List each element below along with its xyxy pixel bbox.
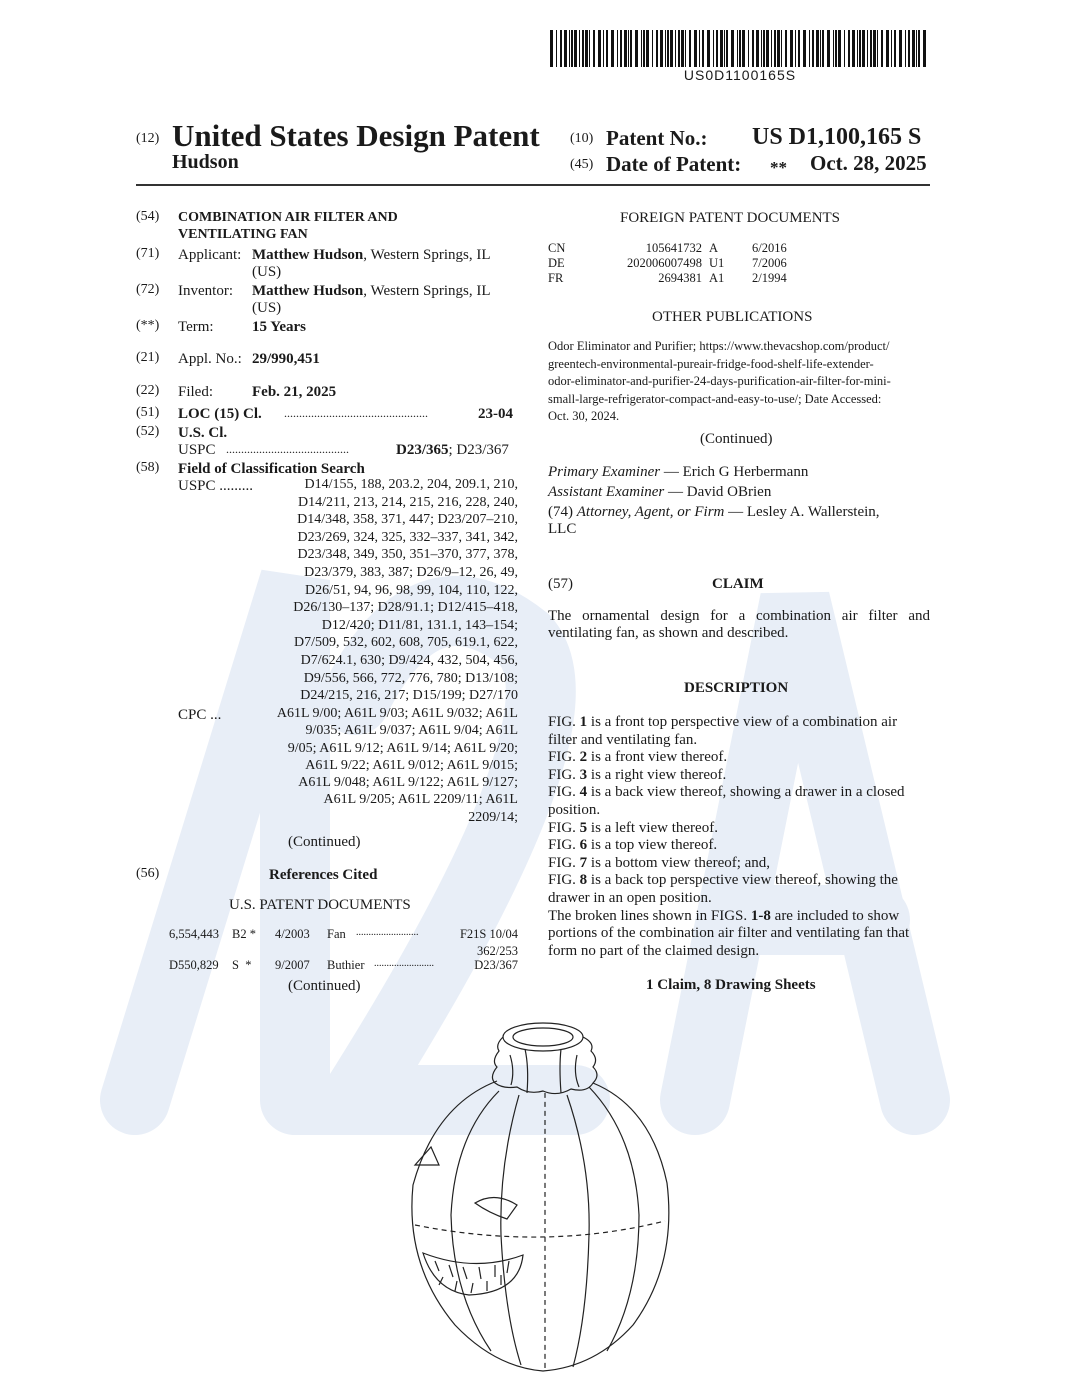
description-text: FIG. xyxy=(548,819,580,836)
claim-text-line-1: The ornamental design for a combination air filter and xyxy=(548,608,930,624)
inventor-country: (US) xyxy=(252,300,282,316)
barcode-bar xyxy=(620,30,622,67)
other-pubs-text xyxy=(548,338,930,426)
applicant-value xyxy=(252,246,491,264)
ref-class-secondary: 362/253 xyxy=(477,944,518,958)
foreign-country: FR xyxy=(548,271,564,285)
foreign-date: 6/2016 xyxy=(752,241,787,255)
figure-number: 3 xyxy=(579,766,588,783)
description-text: position. xyxy=(548,801,601,818)
description-text: FIG. xyxy=(548,872,580,889)
barcode-bar xyxy=(713,30,714,67)
barcode-bar xyxy=(886,30,889,67)
uspc-class-line: D14/155, 188, 203.2, 204, 209.1, 210, xyxy=(304,477,518,492)
description-heading: DESCRIPTION xyxy=(684,680,789,696)
attorney xyxy=(548,503,880,521)
title-line-1: COMBINATION AIR FILTER AND xyxy=(178,210,398,225)
description-text: is a back view thereof, showing a drawer in a closed xyxy=(587,784,905,801)
foreign-kind: A1 xyxy=(709,271,725,285)
barcode-bar xyxy=(589,30,590,67)
barcode-bar xyxy=(894,30,896,67)
other-pub-line: Odor Eliminator and Purifier; https://www.thevacshop.com/product/ xyxy=(548,339,890,353)
description-line xyxy=(548,855,930,873)
barcode-bar xyxy=(798,30,800,67)
barcode-bar xyxy=(820,30,821,67)
figure-number: 4 xyxy=(579,784,588,801)
code-54: (54) xyxy=(136,209,160,224)
barcode-bar xyxy=(731,30,734,67)
assistant-examiner-label: Assistant Examiner xyxy=(548,484,665,500)
barcode-bar xyxy=(777,30,780,67)
uspc-value-secondary: ; D23/367 xyxy=(448,442,509,458)
barcode-bar xyxy=(785,30,787,67)
date-of-patent-label: Date of Patent: xyxy=(606,152,742,176)
ref-dots: ......................... xyxy=(356,927,419,938)
figure-number: 2 xyxy=(579,749,588,766)
applicant-country: (US) xyxy=(252,264,282,280)
cpc-class-line: A61L 9/048; A61L 9/122; A61L 9/127; xyxy=(298,775,518,791)
description-line xyxy=(548,837,930,855)
barcode-bar xyxy=(670,30,673,67)
barcode-bar xyxy=(598,30,601,67)
uspc-class-line: D23/269, 324, 325, 332–337, 341, 342, xyxy=(297,529,518,545)
barcode-bar xyxy=(916,30,917,67)
barcode-bar xyxy=(652,30,653,67)
description-text: FIG. xyxy=(548,837,580,854)
description-text: The broken lines shown in FIGS. xyxy=(548,907,751,924)
barcode-bar xyxy=(685,30,686,67)
barcode-bar xyxy=(611,30,614,67)
barcode-bar xyxy=(771,30,772,67)
other-pub-line: small-large-refrigerator-compact-and-easy-to-use/; Date Accessed: xyxy=(548,391,882,406)
figure-number: 7 xyxy=(579,854,588,871)
barcode-bar xyxy=(556,30,557,67)
code-10: (10) xyxy=(570,131,594,146)
foreign-number: 105641732 xyxy=(645,241,702,255)
barcode-bar xyxy=(667,30,669,67)
figure-number: 5 xyxy=(579,819,588,836)
continued-references: (Continued) xyxy=(288,978,361,994)
field-uspc-lead: USPC ......... xyxy=(178,478,254,494)
claim-heading: CLAIM xyxy=(712,576,764,592)
inventor-value xyxy=(252,282,491,300)
loc-dots: ................................................ xyxy=(284,406,428,420)
header-rule xyxy=(136,184,930,186)
foreign-country: CN xyxy=(548,241,566,255)
description-line xyxy=(548,784,930,802)
ref-kind: B2 * xyxy=(232,927,256,941)
title-line-2: VENTILATING FAN xyxy=(178,227,308,242)
uspc-dots: ......................................... xyxy=(226,442,349,456)
cpc-class-line: 9/035; A61L 9/037; A61L 9/04; A61L xyxy=(305,723,518,739)
description-text: FIG. xyxy=(548,766,580,783)
barcode-bar xyxy=(905,30,906,67)
barcode-bar xyxy=(761,30,762,67)
term-value: 15 Years xyxy=(252,319,307,335)
attorney-label: Attorney, Agent, or Firm xyxy=(576,504,725,520)
barcode-bar xyxy=(908,30,910,67)
barcode-bar xyxy=(803,30,806,67)
ref-name: Fan xyxy=(327,927,346,941)
barcode-bar xyxy=(827,30,830,67)
figure-number: 1-8 xyxy=(750,907,771,924)
uspc-class-line: D7/624.1, 630; D9/424, 432, 504, 456, xyxy=(300,652,518,668)
claim-text-line-2: ventilating fan, as shown and described. xyxy=(548,625,789,641)
term-label: Term: xyxy=(178,319,214,335)
barcode-bar xyxy=(812,30,814,67)
us-patent-docs-heading: U.S. PATENT DOCUMENTS xyxy=(229,897,411,913)
code-51: (51) xyxy=(136,405,160,420)
uspc-class-line: D26/51, 94, 96, 98, 99, 104, 110, 122, xyxy=(305,582,518,598)
description-text: is a top view thereof. xyxy=(587,837,718,854)
barcode-bar xyxy=(582,30,584,67)
barcode-number: US0D1100165S xyxy=(683,67,797,83)
barcode-bar xyxy=(606,30,608,67)
description-text: FIG. xyxy=(548,854,580,871)
description-line xyxy=(548,802,930,820)
barcode-bar xyxy=(646,30,649,67)
barcode-bar xyxy=(899,30,902,67)
description-line xyxy=(548,872,930,890)
barcode-bar xyxy=(656,30,658,67)
description-text: filter and ventilating fan. xyxy=(548,731,698,748)
other-pub-line: greentech-environmental-pureair-fridge-food-shelf-life-extender- xyxy=(548,356,874,371)
barcode-bar xyxy=(737,30,738,67)
foreign-date: 2/1994 xyxy=(752,271,787,285)
barcode-bar xyxy=(774,30,776,67)
patent-number-label: Patent No.: xyxy=(606,126,708,150)
cpc-class-line: 9/05; A61L 9/12; A61L 9/14; A61L 9/20; xyxy=(287,740,518,756)
description-text: FIG. xyxy=(548,784,580,801)
barcode-bar xyxy=(742,30,745,67)
assistant-examiner xyxy=(548,483,771,501)
description-text: is a right view thereof. xyxy=(587,766,727,783)
description-text: FIG. xyxy=(548,749,580,766)
barcode-bar xyxy=(838,30,841,67)
inventor-location: , Western Springs, IL xyxy=(363,283,491,299)
barcode-bar xyxy=(752,30,754,67)
field-search-label: Field of Classification Search xyxy=(178,461,365,477)
description-text: drawer in an open position. xyxy=(548,889,712,906)
continued-publications: (Continued) xyxy=(700,431,773,447)
description-text: FIG. xyxy=(548,714,580,730)
cpc-class-line: 2209/14; xyxy=(468,809,518,825)
code-72: (72) xyxy=(136,282,160,297)
description-line xyxy=(548,749,930,767)
barcode-bar xyxy=(912,30,915,67)
barcode-bar xyxy=(809,30,810,67)
code-52: (52) xyxy=(136,424,160,439)
cpc-class-line: A61L 9/205; A61L 2209/11; A61L xyxy=(323,792,518,808)
barcode-bar xyxy=(660,30,663,67)
barcode-bar xyxy=(816,30,819,67)
barcode-bar xyxy=(756,30,759,67)
attorney-value-line2: LLC xyxy=(548,521,577,537)
barcode-bar xyxy=(835,30,837,67)
barcode-bar xyxy=(585,30,588,67)
barcode-bar xyxy=(675,30,676,67)
foreign-docs-heading: FOREIGN PATENT DOCUMENTS xyxy=(620,210,841,226)
barcode-bar xyxy=(665,30,666,67)
figure-number: 6 xyxy=(579,837,588,854)
barcode-bar xyxy=(848,30,850,67)
field-uspc-list xyxy=(170,476,518,705)
applicant-location: , Western Springs, IL xyxy=(363,247,491,263)
barcode-bar xyxy=(694,30,697,67)
uspc-class-line: D12/420; D11/81, 131.1, 143–154; xyxy=(321,617,518,633)
code-74: (74) xyxy=(548,504,573,520)
barcode-graphic xyxy=(550,30,930,67)
uspc-class-line: D23/348, 349, 350, 351–370, 377, 378, xyxy=(297,547,518,563)
appl-label: Appl. No.: xyxy=(178,351,242,367)
barcode-bar xyxy=(844,30,845,67)
document-title: United States Design Patent xyxy=(172,118,540,153)
uspc-class-line: D14/211, 213, 214, 215, 216, 228, 240, xyxy=(298,494,518,510)
uspc-class-line: D23/379, 383, 387; D26/9–12, 26, 49, xyxy=(304,564,518,580)
uspc-class-line: D24/215, 216, 217; D15/199; D27/170 xyxy=(300,688,518,704)
ref-date: 9/2007 xyxy=(275,958,310,972)
barcode-bar xyxy=(833,30,834,67)
barcode-bar xyxy=(560,30,562,67)
description-text: form no part of the claimed design. xyxy=(548,942,760,959)
barcode-bar xyxy=(881,30,883,67)
description-text: are included to show xyxy=(770,907,900,924)
foreign-kind: U1 xyxy=(709,256,725,270)
description-list xyxy=(548,714,930,960)
ref-number: 6,554,443 xyxy=(169,927,219,941)
ref-kind: S * xyxy=(232,958,252,972)
assistant-examiner-value: — David OBrien xyxy=(664,484,772,500)
barcode-bar xyxy=(643,30,645,67)
description-line xyxy=(548,820,930,838)
code-term: (**) xyxy=(136,318,160,333)
description-text: is a bottom view thereof; and, xyxy=(587,854,771,871)
barcode-bar xyxy=(624,30,627,67)
other-pubs-heading: OTHER PUBLICATIONS xyxy=(652,309,813,325)
ref-dots: ........................ xyxy=(374,958,434,969)
barcode-bar xyxy=(891,30,892,67)
foreign-kind: A xyxy=(709,241,719,255)
inventor-surname: Hudson xyxy=(172,151,239,173)
barcode-bar xyxy=(859,30,861,67)
description-line xyxy=(548,714,930,732)
primary-examiner-value: — Erich G Herbermann xyxy=(660,464,809,480)
barcode-bar xyxy=(571,30,573,67)
uspc-class-line: D9/556, 566, 772, 776, 780; D13/108; xyxy=(303,670,518,686)
barcode-bar xyxy=(603,30,604,67)
applicant-name: Matthew Hudson xyxy=(252,247,364,263)
ref-number: D550,829 xyxy=(169,958,219,972)
barcode-bar xyxy=(852,30,855,67)
barcode-bar xyxy=(822,30,824,67)
barcode-bar xyxy=(569,30,570,67)
barcode-bar xyxy=(699,30,700,67)
applicant-label: Applicant: xyxy=(178,247,242,263)
barcode-bar xyxy=(870,30,872,67)
code-58: (58) xyxy=(136,460,160,475)
barcode-bar xyxy=(923,30,926,67)
attorney-value: — Lesley A. Wallerstein, xyxy=(724,504,880,520)
description-text: is a left view thereof. xyxy=(587,819,718,836)
other-pub-line: odor-eliminator-and-purifier-24-days-purification-air-filter-for-mini- xyxy=(548,374,891,389)
continued-classification: (Continued) xyxy=(288,834,361,850)
design-drawing xyxy=(395,1015,685,1385)
barcode-bar xyxy=(564,30,567,67)
uspc-value-primary: D23/365 xyxy=(396,442,449,458)
barcode-bar xyxy=(739,30,741,67)
filed-value: Feb. 21, 2025 xyxy=(252,384,337,400)
barcode-bar xyxy=(726,30,728,67)
barcode-bar xyxy=(748,30,749,67)
other-pub-line: Oct. 30, 2024. xyxy=(548,409,620,424)
field-cpc-lead: CPC ... xyxy=(178,707,222,723)
barcode-bar xyxy=(873,30,876,67)
barcode-bar xyxy=(593,30,595,67)
barcode-bar xyxy=(763,30,765,67)
ref-class: F21S 10/04 xyxy=(459,927,518,941)
barcode-bar xyxy=(716,30,718,67)
code-56: (56) xyxy=(136,866,160,881)
barcode-bar xyxy=(635,30,638,67)
ref-name: Buthier xyxy=(327,958,365,972)
foreign-number: 202006007498 xyxy=(627,256,702,270)
figure-number: 8 xyxy=(579,872,588,889)
ref-class: D23/367 xyxy=(474,958,518,972)
barcode-bar xyxy=(877,30,878,67)
barcode-bar xyxy=(641,30,642,67)
filed-label: Filed: xyxy=(178,384,214,400)
description-text: is a back top perspective view thereof, showing the xyxy=(587,872,898,889)
barcode-bar xyxy=(781,30,782,67)
barcode-bar xyxy=(857,30,858,67)
barcode-bar xyxy=(579,30,580,67)
description-line xyxy=(548,890,930,908)
code-22: (22) xyxy=(136,383,160,398)
uspc-value xyxy=(396,441,509,459)
cpc-class-line: A61L 9/22; A61L 9/012; A61L 9/015; xyxy=(305,757,518,773)
barcode-bar xyxy=(862,30,865,67)
barcode-bar xyxy=(867,30,868,67)
description-text: is a front top perspective view of a combination air xyxy=(587,714,898,730)
patent-date: Oct. 28, 2025 xyxy=(810,151,927,175)
date-term-marker: ** xyxy=(770,158,787,177)
code-71: (71) xyxy=(136,246,160,261)
description-line xyxy=(548,925,930,943)
uspc-class-line: D7/509, 532, 602, 608, 705, 619.1, 622, xyxy=(294,635,518,651)
patent-number: US D1,100,165 S xyxy=(752,124,922,150)
description-line xyxy=(548,908,930,926)
uspc-class-line: D26/130–137; D28/91.1; D12/415–418, xyxy=(293,600,518,616)
field-cpc-list xyxy=(170,705,518,826)
ref-date: 4/2003 xyxy=(275,927,310,941)
references-heading: References Cited xyxy=(269,867,378,883)
appl-value: 29/990,451 xyxy=(252,351,320,367)
loc-value: 23-04 xyxy=(478,406,513,422)
barcode-bar xyxy=(724,30,725,67)
cpc-class-line: A61L 9/00; A61L 9/03; A61L 9/032; A61L xyxy=(276,706,518,721)
inventor-label: Inventor: xyxy=(178,283,233,299)
barcode-bar xyxy=(574,30,577,67)
barcode-bar xyxy=(617,30,618,67)
description-text: is a front view thereof. xyxy=(587,749,728,766)
uspc-class-line: D14/348, 358, 371, 447; D23/207–210, xyxy=(297,512,518,528)
claims-summary: 1 Claim, 8 Drawing Sheets xyxy=(646,977,816,993)
us-cl-label: U.S. Cl. xyxy=(178,425,228,441)
description-line xyxy=(548,767,930,785)
loc-label: LOC (15) Cl. xyxy=(178,406,262,422)
barcode-bar xyxy=(550,30,553,67)
barcode-bar xyxy=(702,30,704,67)
code-57: (57) xyxy=(548,576,573,592)
barcode-bar xyxy=(795,30,796,67)
code-21: (21) xyxy=(136,350,160,365)
barcode-bar xyxy=(707,30,710,67)
code-45: (45) xyxy=(570,157,594,172)
primary-examiner xyxy=(548,463,808,481)
barcode-bar xyxy=(766,30,769,67)
barcode-bar xyxy=(678,30,680,67)
barcode-bar xyxy=(681,30,684,67)
code-12: (12) xyxy=(136,131,160,146)
barcode-bar xyxy=(689,30,691,67)
foreign-date: 7/2006 xyxy=(752,256,787,270)
uspc-label: USPC xyxy=(178,442,216,458)
barcode-bar xyxy=(918,30,920,67)
description-line xyxy=(548,732,930,750)
figure-number: 1 xyxy=(579,714,588,730)
description-line xyxy=(548,943,930,961)
barcode-bar xyxy=(628,30,629,67)
barcode-bar xyxy=(720,30,723,67)
barcode-bar xyxy=(790,30,793,67)
barcode-bar xyxy=(630,30,632,67)
foreign-country: DE xyxy=(548,256,565,270)
primary-examiner-label: Primary Examiner xyxy=(548,464,661,480)
inventor-name: Matthew Hudson xyxy=(252,283,364,299)
foreign-number: 2694381 xyxy=(658,271,702,285)
description-text: portions of the combination air filter and ventilating fan that xyxy=(548,925,910,942)
